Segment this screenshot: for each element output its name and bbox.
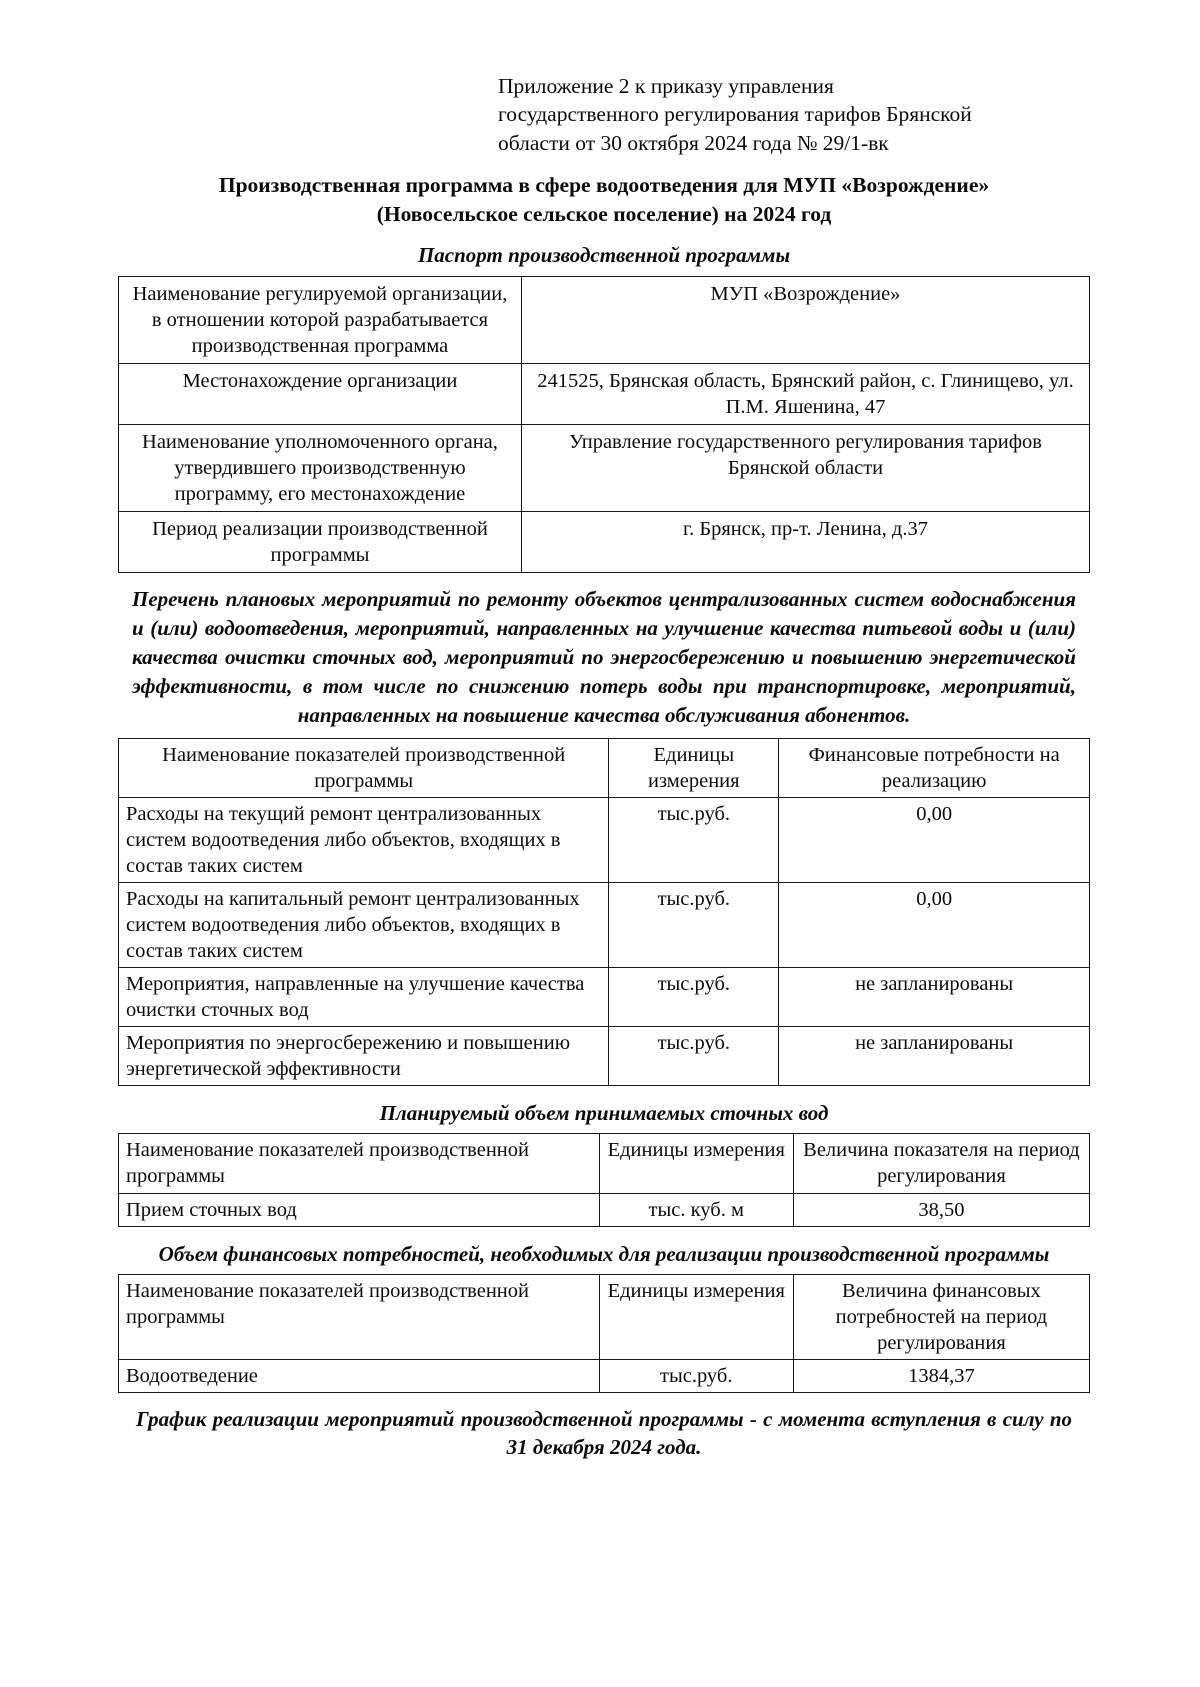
measure-unit: тыс.руб. — [609, 968, 779, 1027]
table-row — [119, 1027, 1090, 1086]
table-row — [119, 511, 1090, 572]
table-row — [119, 1193, 1090, 1226]
measure-name: Расходы на капитальный ремонт централизованных систем водоотведения либо объектов, входящих в состав таких систем — [119, 882, 609, 967]
measure-name: Мероприятия по энергосбережению и повышению энергетической эффективности — [119, 1027, 609, 1086]
table-header-row — [119, 1134, 1090, 1193]
volume-name: Прием сточных вод — [119, 1193, 600, 1226]
measures-table — [118, 738, 1090, 1086]
passport-value: Управление государственного регулирования тарифов Брянской области — [521, 424, 1089, 511]
table-row — [119, 424, 1090, 511]
column-header-name: Наименование показателей производственной программы — [119, 738, 609, 797]
table-row — [119, 882, 1090, 967]
measure-value: не запланированы — [779, 1027, 1090, 1086]
measure-unit: тыс.руб. — [609, 1027, 779, 1086]
passport-section-title: Паспорт производственной программы — [417, 243, 791, 268]
finance-section-title: Объем финансовых потребностей, необходимых для реализации производственной программы — [158, 1241, 1050, 1266]
volume-value: 38,50 — [793, 1193, 1089, 1226]
table-row — [119, 276, 1090, 363]
volume-table — [118, 1133, 1090, 1226]
finance-unit: тыс.руб. — [599, 1359, 793, 1392]
appendix-reference — [498, 72, 1090, 157]
table-header-row — [119, 1274, 1090, 1359]
column-header-unit: Единицы измерения — [599, 1134, 793, 1193]
volume-unit: тыс. куб. м — [599, 1193, 793, 1226]
measures-section-title: Перечень плановых мероприятий по ремонту объектов централизованных систем водоснабжения и (или) водоотведения, мероприятий, направленных на улучшение качества питьевой воды и (или) качества очистки сточных вод, мероприятий по энергосбережению и повышению энергетической эффективности, в том числе по снижению потерь воды при транспортировке, мероприятий, направленных на повышение качества обслуживания абонентов. — [132, 586, 1076, 727]
passport-label: Наименование уполномоченного органа, утвердившего производственную программу, его местонахождение — [119, 424, 522, 511]
schedule-note: График реализации мероприятий производственной программы - с момента вступления в силу по 31 декабря 2024 года. — [136, 1406, 1072, 1460]
page-title-line-1: Производственная программа в сфере водоотведения для МУП «Возрождение» — [218, 173, 990, 198]
table-row — [119, 1359, 1090, 1392]
column-header-value: Величина показателя на период регулирования — [793, 1134, 1089, 1193]
appendix-line-3: области от 30 октября 2024 года № 29/1-вк — [498, 130, 889, 155]
column-header-unit: Единицы измерения — [599, 1274, 793, 1359]
passport-value: 241525, Брянская область, Брянский район, с. Глинищево, ул. П.М. Яшенина, 47 — [521, 363, 1089, 424]
passport-label: Период реализации производственной программы — [119, 511, 522, 572]
column-header-name: Наименование показателей производственной программы — [119, 1274, 600, 1359]
table-header-row — [119, 738, 1090, 797]
measure-name: Расходы на текущий ремонт централизованных систем водоотведения либо объектов, входящих в состав таких систем — [119, 797, 609, 882]
measure-unit: тыс.руб. — [609, 882, 779, 967]
column-header-value: Величина финансовых потребностей на период регулирования — [793, 1274, 1089, 1359]
measure-name: Мероприятия, направленные на улучшение качества очистки сточных вод — [119, 968, 609, 1027]
measure-value: 0,00 — [779, 797, 1090, 882]
passport-table — [118, 276, 1090, 573]
table-row — [119, 797, 1090, 882]
page-title-line-2: (Новосельское сельское поселение) на 2024 год — [376, 201, 832, 226]
table-row — [119, 968, 1090, 1027]
passport-value: г. Брянск, пр-т. Ленина, д.37 — [521, 511, 1089, 572]
table-row — [119, 363, 1090, 424]
passport-label: Наименование регулируемой организации, в отношении которой разрабатывается производственная программа — [119, 276, 522, 363]
finance-value: 1384,37 — [793, 1359, 1089, 1392]
finance-table — [118, 1274, 1090, 1393]
appendix-line-2: государственного регулирования тарифов Брянской — [498, 102, 972, 127]
column-header-unit: Единицы измерения — [609, 738, 779, 797]
column-header-name: Наименование показателей производственной программы — [119, 1134, 600, 1193]
finance-name: Водоотведение — [119, 1359, 600, 1392]
passport-label: Местонахождение организации — [119, 363, 522, 424]
page-title — [118, 171, 1090, 228]
appendix-line-1: Приложение 2 к приказу управления — [498, 74, 834, 98]
passport-value: МУП «Возрождение» — [521, 276, 1089, 363]
measure-value: 0,00 — [779, 882, 1090, 967]
volume-section-title: Планируемый объем принимаемых сточных вод — [379, 1101, 829, 1126]
column-header-value: Финансовые потребности на реализацию — [779, 738, 1090, 797]
measure-value: не запланированы — [779, 968, 1090, 1027]
measure-unit: тыс.руб. — [609, 797, 779, 882]
